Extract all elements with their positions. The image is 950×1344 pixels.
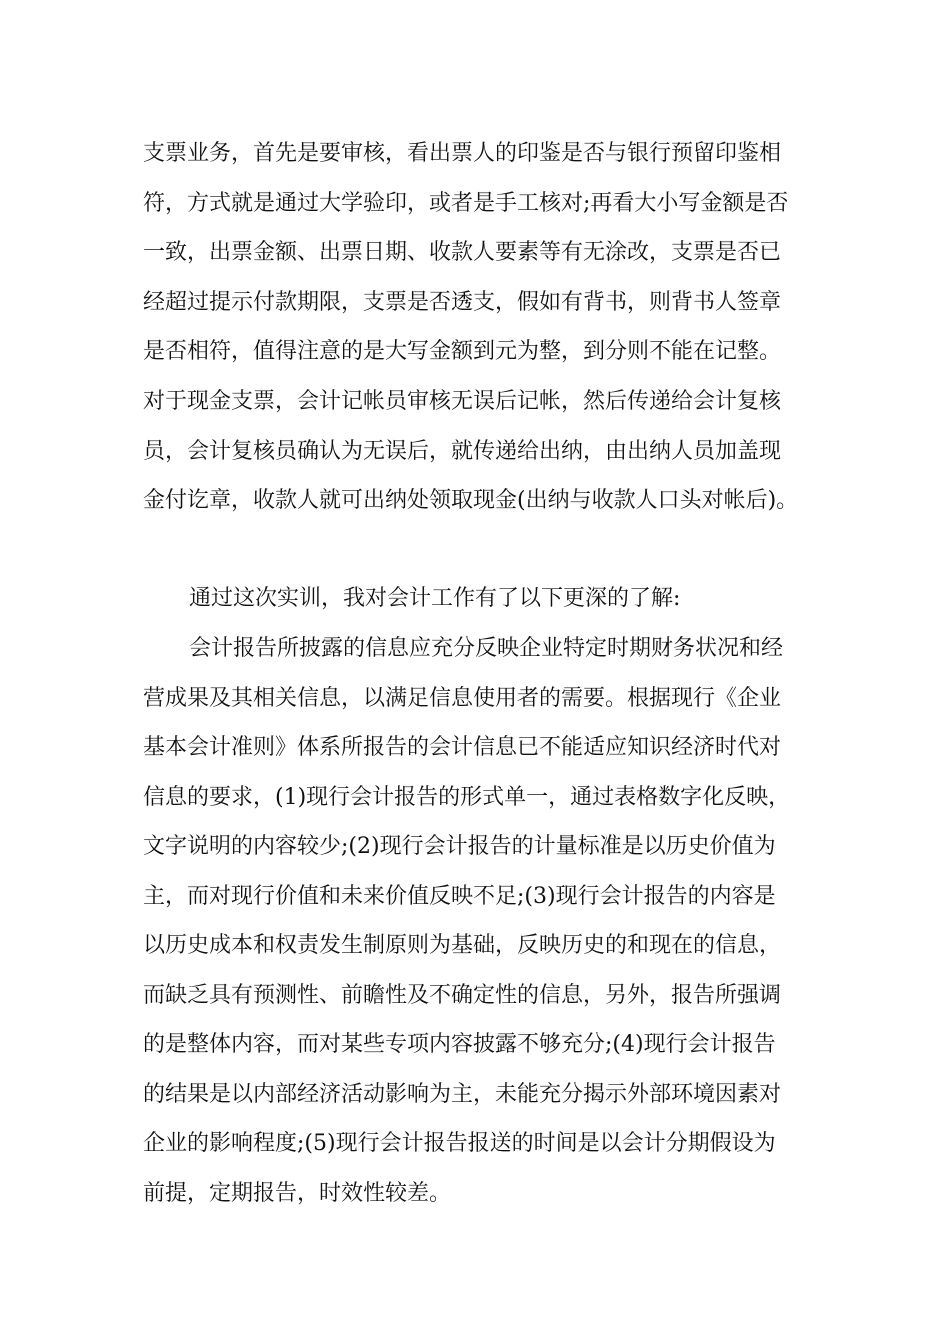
- text-line: 金付讫章，收款人就可出纳处领取现金(出纳与收款人口头对帐后)。: [143, 488, 799, 513]
- text-line: 符，方式就是通过大学验印，或者是手工核对;再看大小写金额是否: [143, 191, 789, 216]
- text-line: 前提，定期报告，时效性较差。: [143, 1181, 452, 1206]
- text-line: 的结果是以内部经济活动影响为主，未能充分揭示外部环境因素对: [143, 1082, 782, 1107]
- text-line: 文字说明的内容较少;(2)现行会计报告的计量标准是以历史价值为: [143, 834, 776, 859]
- text-line: 而缺乏具有预测性、前瞻性及不确定性的信息，另外，报告所强调: [143, 983, 782, 1008]
- text-line: 的是整体内容，而对某些专项内容披露不够充分;(4)现行会计报告: [143, 1032, 776, 1057]
- text-line: 企业的影响程度;(5)现行会计报告报送的时间是以会计分期假设为: [143, 1131, 776, 1156]
- text-line: 是否相符，值得注意的是大写金额到元为整，到分则不能在记整。: [143, 339, 782, 364]
- text-line: 主，而对现行价值和未来价值反映不足;(3)现行会计报告的内容是: [143, 884, 776, 909]
- text-line: 一致，出票金额、出票日期、收款人要素等有无涂改，支票是否已: [143, 240, 782, 265]
- text-line: 以历史成本和权责发生制原则为基础，反映历史的和现在的信息，: [143, 933, 782, 958]
- text-line: 信息的要求，(1)现行会计报告的形式单一，通过表格数字化反映，: [143, 785, 791, 810]
- text-line: 营成果及其相关信息，以满足信息使用者的需要。根据现行《企业: [143, 686, 782, 711]
- text-line: 经超过提示付款期限，支票是否透支，假如有背书，则背书人签章: [143, 290, 782, 315]
- text-line: 通过这次实训，我对会计工作有了以下更深的了解:: [189, 586, 681, 611]
- text-line: 会计报告所披露的信息应充分反映企业特定时期财务状况和经: [189, 636, 784, 661]
- text-line: 对于现金支票，会计记帐员审核无误后记帐，然后传递给会计复核: [143, 389, 782, 414]
- text-line: 支票业务，首先是要审核，看出票人的印鉴是否与银行预留印鉴相: [143, 141, 782, 166]
- text-line: 基本会计准则》体系所报告的会计信息已不能适应知识经济时代对: [143, 735, 782, 760]
- text-line: 员，会计复核员确认为无误后，就传递给出纳，由出纳人员加盖现: [143, 439, 782, 464]
